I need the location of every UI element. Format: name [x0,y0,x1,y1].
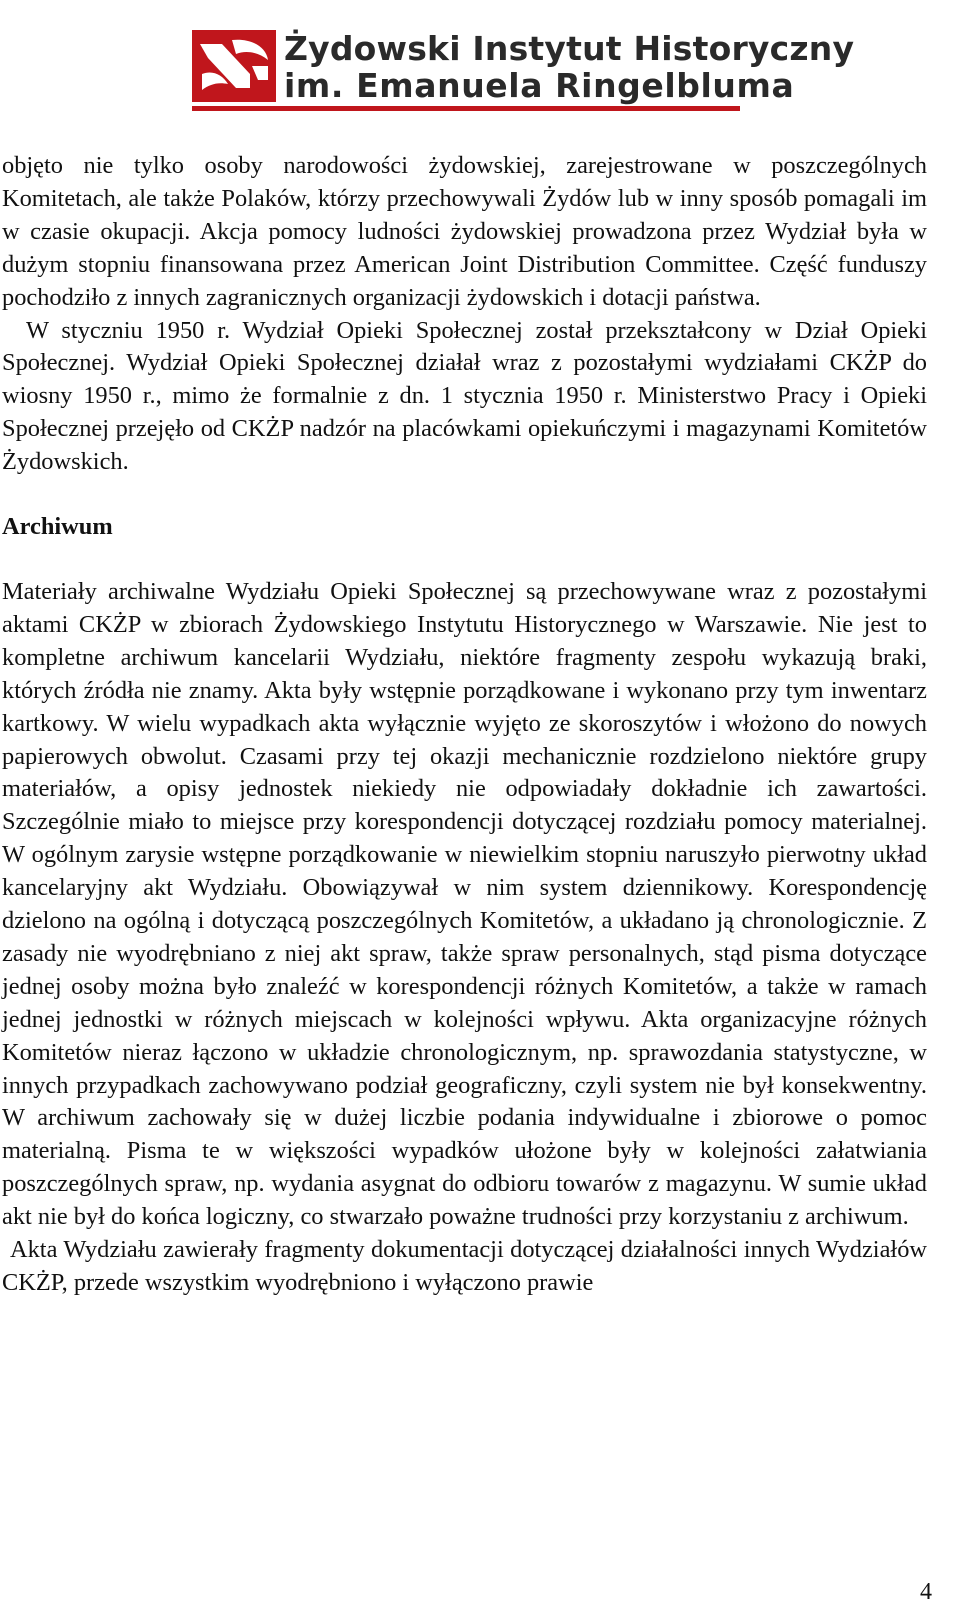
zih-logo-icon [192,30,276,102]
paragraph-archive-fragments: Akta Wydziału zawierały fragmenty dokumentacji dotyczącej działalności innych Wydziałów CKŻP, przede wszystkim wyodrębniono i wyłączono prawie [2,1236,927,1296]
section-heading-archiwum: Archiwum [2,513,113,541]
document-body [2,150,927,1300]
institute-logo [192,29,855,116]
logo-text [284,29,855,105]
paragraph-restructuring: W styczniu 1950 r. Wydział Opieki Społecznej został przekształcony w Dział Opieki Społecznej. Wydział Opieki Społecznej działał wraz z pozostałymi wydziałami CKŻP do wiosny 1950 r., mimo że formalnie z dn. 1 stycznia 1950 r. Ministerstwo Pracy i Opieki Społecznej przejęło od CKŻP nadzór na placówkami opiekuńczymi i magazynami Komitetów Żydowskich. [2,316,927,476]
paragraph-archive-materials: Materiały archiwalne Wydziału Opieki Społecznej są przechowywane wraz z pozostałymi aktami CKŻP w zbiorach Żydowskiego Instytutu Historycznego w Warszawie. Nie jest to kompletne archiwum kancelarii Wydziału, niektóre fragmenty zespołu wykazują braki, których źródła nie znamy. Akta były wstępnie porządkowane i wykonano przy tym inwentarz kartkowy. W wielu wypadkach akta wyłącznie wyjęto ze skoroszytów i włożono do nowych papierowych obwolut. Czasami przy tej okazji mechanicznie rozdzielono niektóre grupy materiałów, a opisy jednostek niekiedy nie odpowiadały dokładnie ich zawartości. Szczególnie miało to miejsce przy korespondencji dotyczącej rozdziału pomocy materialnej. W ogólnym zarysie wstępne porządkowanie w niewielkim stopniu naruszyło pierwotny układ kancelaryjny akt Wydziału. Obowiązywał w nim system dziennikowy. Korespondencję dzielono na ogólną i dotyczącą poszczególnych Komitetów, a układano ją chronologicznie. Z zasady nie wyodrębniano z niej akt spraw, także spraw personalnych, stąd pisma dotyczące jednej osoby można było znaleźć w korespondencji różnych Komitetów, a także w ramach jednej jednostki w różnych miejscach w kolejności wpływu. Akta organizacyjne różnych Komitetów nieraz łączono w układzie chronologicznym, np. sprawozdania statystyczne, w innych przypadkach zachowywano podział geograficzny, czyli system nie był konsekwentny. W archiwum zachowały się w dużej liczbie podania indywidualne i zbiorowe o pomoc materialną. Pisma te w większości wypadków ułożone były w kolejności załatwiania poszczególnych spraw, np. wydania asygnat do odbioru towarów z magazynu. W sumie układ akt nie był do końca logiczny, co stwarzało poważne trudności przy korzystaniu z archiwum. [2,577,927,1231]
page-number: 4 [920,1579,932,1605]
logo-underline [192,106,740,111]
paragraph-continued: objęto nie tylko osoby narodowości żydowskiej, zarejestrowane w poszczególnych Komitetach, ale także Polaków, którzy przechowywali Żydów lub w inny sposób pomagali im w czasie okupacji. Akcja pomocy ludności żydowskiej prowadzona przez Wydział była w dużym stopniu finansowana przez American Joint Distribution Committee. Część funduszy pochodziło z innych zagranicznych organizacji żydowskich i dotacji państwa. [2,152,927,311]
logo-title: Żydowski Instytut Historyczny [284,29,855,68]
logo-subtitle: im. Emanuela Ringelbluma [284,66,795,105]
